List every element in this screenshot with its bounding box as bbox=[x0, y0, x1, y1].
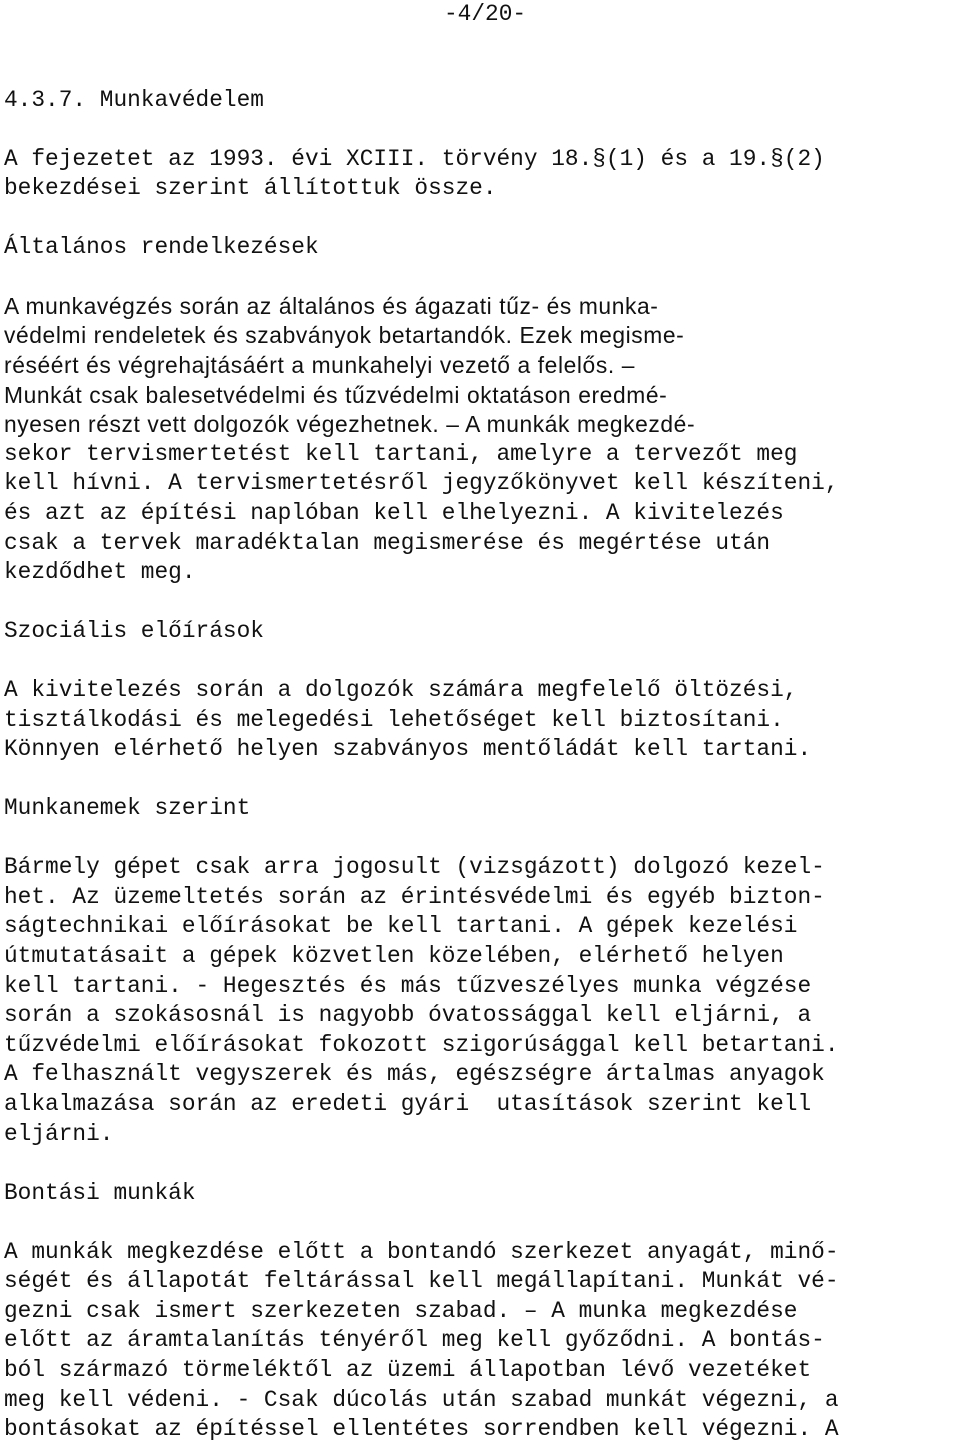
demolition-line: ségét és állapotát feltárással kell megállapítani. Munkát vé- bbox=[4, 1268, 839, 1294]
general-line: és azt az építési naplóban kell elhelyezni. A kivitelezés bbox=[4, 500, 784, 526]
demolition-heading: Bontási munkák bbox=[4, 1180, 196, 1206]
trades-line: alkalmazása során az eredeti gyári utasítások szerint kell bbox=[4, 1091, 812, 1117]
general-line: védelmi rendeletek és szabványok betartandók. Ezek megisme- bbox=[4, 322, 685, 348]
demolition-line: bontásokat az építéssel ellentétes sorrendben kell végezni. A bbox=[4, 1416, 839, 1442]
general-line: réséért és végrehajtásáért a munkahelyi vezető a felelős. – bbox=[4, 352, 635, 378]
general-line: nyesen részt vett dolgozók végezhetnek. – A munkák megkezdé- bbox=[4, 411, 696, 437]
intro-line: A fejezetet az 1993. évi XCIII. törvény 18.§(1) és a 19.§(2) bbox=[4, 146, 825, 172]
social-heading: Szociális előírások bbox=[4, 618, 264, 644]
trades-heading: Munkanemek szerint bbox=[4, 795, 251, 821]
demolition-line: ból származó törmeléktől az üzemi állapotban lévő vezetéket bbox=[4, 1357, 812, 1383]
trades-line: tűzvédelmi előírásokat fokozott szigorúsággal kell betartani. bbox=[4, 1032, 839, 1058]
trades-line: útmutatásait a gépek közvetlen közelében, elérhető helyen bbox=[4, 943, 784, 969]
general-line: A munkavégzés során az általános és ágazati tűz- és munka- bbox=[4, 293, 659, 319]
trades-line: ságtechnikai előírásokat be kell tartani. A gépek kezelési bbox=[4, 913, 798, 939]
trades-line: során a szokásosnál is nagyobb óvatossággal kell eljárni, a bbox=[4, 1002, 812, 1028]
trades-line: A felhasznált vegyszerek és más, egészségre ártalmas anyagok bbox=[4, 1061, 825, 1087]
general-line: csak a tervek maradéktalan megismerése és megértése után bbox=[4, 530, 771, 556]
page-number: -4/20- bbox=[444, 1, 527, 27]
demolition-line: A munkák megkezdése előtt a bontandó szerkezet anyagát, minő- bbox=[4, 1239, 839, 1265]
general-line: kell hívni. A tervismertetésről jegyzőkönyvet kell készíteni, bbox=[4, 470, 839, 496]
general-line: kezdődhet meg. bbox=[4, 559, 196, 585]
trades-line: eljárni. bbox=[4, 1121, 114, 1147]
trades-line: het. Az üzemeltetés során az érintésvédelmi és egyéb bizton- bbox=[4, 884, 825, 910]
intro-line: bekezdései szerint állítottuk össze. bbox=[4, 175, 497, 201]
social-line: Könnyen elérhető helyen szabványos mentőládát kell tartani. bbox=[4, 736, 812, 762]
general-line: Munkát csak balesetvédelmi és tűzvédelmi oktatáson eredmé- bbox=[4, 382, 668, 408]
social-line: tisztálkodási és melegedési lehetőséget kell biztosítani. bbox=[4, 707, 784, 733]
social-line: A kivitelezés során a dolgozók számára megfelelő öltözési, bbox=[4, 677, 798, 703]
trades-line: kell tartani. - Hegesztés és más tűzveszélyes munka végzése bbox=[4, 973, 812, 999]
demolition-line: előtt az áramtalanítás tényéről meg kell győződni. A bontás- bbox=[4, 1327, 825, 1353]
trades-line: Bármely gépet csak arra jogosult (vizsgázott) dolgozó kezel- bbox=[4, 854, 825, 880]
general-line: sekor tervismertetést kell tartani, amelyre a tervezőt meg bbox=[4, 441, 798, 467]
demolition-line: gezni csak ismert szerkezeten szabad. – A munka megkezdése bbox=[4, 1298, 798, 1324]
general-heading: Általános rendelkezések bbox=[4, 234, 319, 260]
demolition-line: meg kell védeni. - Csak dúcolás után szabad munkát végezni, a bbox=[4, 1387, 839, 1413]
section-title: 4.3.7. Munkavédelem bbox=[4, 87, 264, 113]
